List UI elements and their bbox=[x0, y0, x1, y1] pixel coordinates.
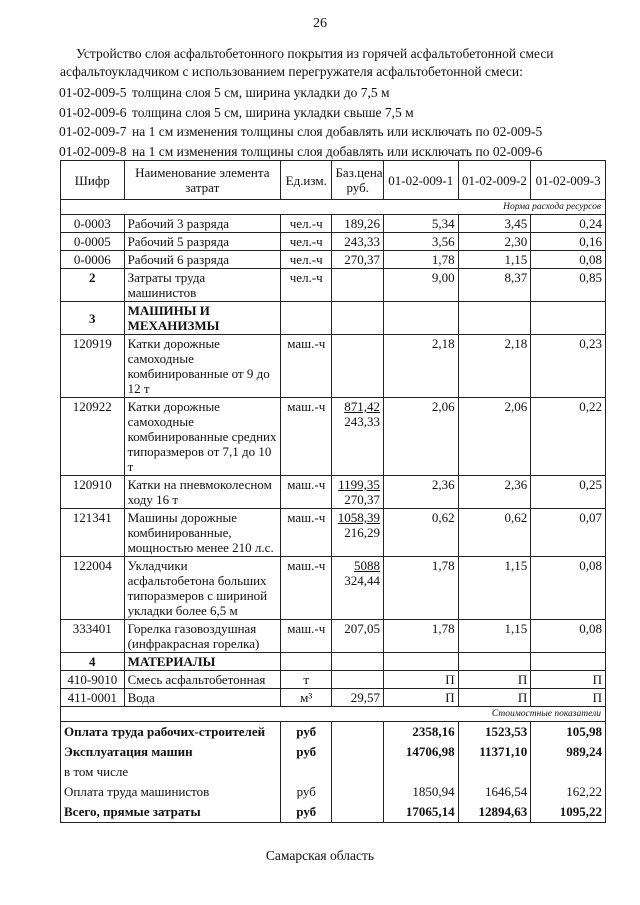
cost-row bbox=[61, 782, 606, 802]
row-price: 189,26 bbox=[332, 215, 383, 233]
code-id: 01-02-009-5 bbox=[59, 85, 127, 100]
row-name: Катки дорожные самоходные комбинированные средних типоразмеров от 7,1 до 10 т bbox=[124, 398, 280, 476]
cost-unit: руб bbox=[281, 802, 332, 823]
row-value-3: 0,08 bbox=[531, 620, 606, 653]
row-value-3: П bbox=[531, 689, 606, 707]
row-price: 207,05 bbox=[332, 620, 383, 653]
header-col-3: 01-02-009-3 bbox=[531, 161, 606, 200]
row-price bbox=[332, 335, 383, 398]
header-col-2: 01-02-009-2 bbox=[458, 161, 531, 200]
row-code: 410-9010 bbox=[61, 671, 125, 689]
row-value-2: 3,45 bbox=[458, 215, 531, 233]
table-row bbox=[61, 509, 606, 557]
row-value-3: 0,25 bbox=[531, 476, 606, 509]
row-value-1: П bbox=[383, 689, 458, 707]
table-row bbox=[61, 233, 606, 251]
empty-cell bbox=[332, 653, 383, 671]
code-text: на 1 см изменения толщины слоя добавлять или исключать по 02-009-5 bbox=[132, 124, 543, 139]
row-value-1: 1,78 bbox=[383, 620, 458, 653]
section-number: 4 bbox=[61, 653, 125, 671]
code-item bbox=[59, 83, 619, 103]
norm-caption-row bbox=[61, 200, 606, 215]
cost-value-2: 12894,63 bbox=[458, 802, 531, 823]
row-name: Смесь асфальтобетонная bbox=[124, 671, 280, 689]
row-value-2: 8,37 bbox=[458, 269, 531, 302]
row-code: 120910 bbox=[61, 476, 125, 509]
row-value-2: 0,62 bbox=[458, 509, 531, 557]
row-unit: маш.-ч bbox=[281, 557, 332, 620]
row-code: 120922 bbox=[61, 398, 125, 476]
section-name: Затраты труда машинистов bbox=[124, 269, 280, 302]
section-number: 2 bbox=[61, 269, 125, 302]
row-price: 29,57 bbox=[332, 689, 383, 707]
cost-value-1: 17065,14 bbox=[383, 802, 458, 823]
cost-row bbox=[61, 802, 606, 823]
row-value-1: 3,56 bbox=[383, 233, 458, 251]
row-unit: чел.-ч bbox=[281, 215, 332, 233]
row-value-1: П bbox=[383, 671, 458, 689]
section-name: МАШИНЫ И МЕХАНИЗМЫ bbox=[124, 302, 280, 335]
price-underlined: 1199,35 bbox=[338, 477, 380, 492]
row-name: Рабочий 3 разряда bbox=[124, 215, 280, 233]
row-value-3: 0,16 bbox=[531, 233, 606, 251]
code-item bbox=[59, 142, 619, 162]
row-value-2: П bbox=[458, 671, 531, 689]
row-name: Рабочий 6 разряда bbox=[124, 251, 280, 269]
row-name: Укладчики асфальтобетона больших типоразмеров с шириной укладки более 6,5 м bbox=[124, 557, 280, 620]
empty-cell bbox=[281, 653, 332, 671]
row-value-1: 2,06 bbox=[383, 398, 458, 476]
row-name: Рабочий 5 разряда bbox=[124, 233, 280, 251]
row-price bbox=[332, 476, 383, 509]
table-row bbox=[61, 620, 606, 653]
row-value-3: 0,85 bbox=[531, 269, 606, 302]
empty-cell bbox=[332, 742, 383, 762]
header-name: Наименование элемента затрат bbox=[124, 161, 280, 200]
section-name: МАТЕРИАЛЫ bbox=[124, 653, 280, 671]
row-value-3: 0,08 bbox=[531, 557, 606, 620]
empty-cell bbox=[332, 722, 383, 743]
cost-value-2: 11371,10 bbox=[458, 742, 531, 762]
row-price bbox=[332, 509, 383, 557]
price-value: 243,33 bbox=[344, 414, 380, 429]
row-unit: чел.-ч bbox=[281, 269, 332, 302]
price-value: 270,37 bbox=[344, 492, 380, 507]
row-code: 333401 bbox=[61, 620, 125, 653]
row-value-1: 1,78 bbox=[383, 251, 458, 269]
row-value-1: 9,00 bbox=[383, 269, 458, 302]
row-value-2: 2,06 bbox=[458, 398, 531, 476]
code-text: толщина слоя 5 см, ширина укладки свыше 7,5 м bbox=[132, 104, 414, 120]
heading-line-2: асфальтоукладчиком с использованием перегружателя асфальтобетонной смеси: bbox=[60, 64, 523, 79]
row-unit: маш.-ч bbox=[281, 476, 332, 509]
header-code: Шифр bbox=[61, 161, 125, 200]
row-value-3: 0,08 bbox=[531, 251, 606, 269]
row-unit: т bbox=[281, 671, 332, 689]
table-row bbox=[61, 557, 606, 620]
footer-region: Самарская область bbox=[265, 848, 375, 863]
row-unit: маш.-ч bbox=[281, 398, 332, 476]
row-name: Горелка газовоздушная (инфракрасная горелка) bbox=[124, 620, 280, 653]
row-value-1: 2,18 bbox=[383, 335, 458, 398]
cost-value-1 bbox=[383, 762, 458, 782]
empty-cell bbox=[383, 302, 458, 335]
row-unit: чел.-ч bbox=[281, 251, 332, 269]
cost-value-3: 105,98 bbox=[531, 722, 606, 743]
row-price bbox=[332, 398, 383, 476]
row-name: Вода bbox=[124, 689, 280, 707]
empty-cell bbox=[332, 802, 383, 823]
cost-caption: Стоимостные показатели bbox=[61, 707, 606, 722]
resource-table bbox=[60, 160, 606, 823]
row-code: 411-0001 bbox=[61, 689, 125, 707]
code-list bbox=[59, 83, 619, 161]
row-price bbox=[332, 671, 383, 689]
row-unit: маш.-ч bbox=[281, 509, 332, 557]
row-unit: маш.-ч bbox=[281, 620, 332, 653]
table-row bbox=[61, 398, 606, 476]
row-code: 0-0003 bbox=[61, 215, 125, 233]
empty-cell bbox=[531, 653, 606, 671]
section-row bbox=[61, 302, 606, 335]
empty-cell bbox=[281, 302, 332, 335]
cost-value-2 bbox=[458, 762, 531, 782]
section-row bbox=[61, 653, 606, 671]
section-row bbox=[61, 269, 606, 302]
cost-row bbox=[61, 722, 606, 743]
table-row bbox=[61, 335, 606, 398]
row-price bbox=[332, 557, 383, 620]
row-value-1: 1,78 bbox=[383, 557, 458, 620]
table-row bbox=[61, 476, 606, 509]
row-code: 122004 bbox=[61, 557, 125, 620]
cost-unit bbox=[281, 762, 332, 782]
table-row bbox=[61, 689, 606, 707]
row-value-2: 1,15 bbox=[458, 557, 531, 620]
row-value-2: П bbox=[458, 689, 531, 707]
cost-name: Всего, прямые затраты bbox=[61, 802, 281, 823]
row-code: 120919 bbox=[61, 335, 125, 398]
code-id: 01-02-009-6 bbox=[59, 104, 127, 120]
row-value-1: 2,36 bbox=[383, 476, 458, 509]
header-unit: Ед.изм. bbox=[281, 161, 332, 200]
code-id: 01-02-009-7 bbox=[59, 124, 127, 139]
row-code: 121341 bbox=[61, 509, 125, 557]
row-code: 0-0005 bbox=[61, 233, 125, 251]
row-value-2: 1,15 bbox=[458, 620, 531, 653]
cost-caption-row bbox=[61, 707, 606, 722]
price-underlined: 871,42 bbox=[344, 399, 380, 414]
code-id: 01-02-009-8 bbox=[59, 143, 127, 159]
code-text: на 1 см изменения толщины слоя добавлять или исключать по 02-009-6 bbox=[132, 143, 543, 159]
cost-value-1: 2358,16 bbox=[383, 722, 458, 743]
row-value-2: 2,36 bbox=[458, 476, 531, 509]
empty-cell bbox=[531, 302, 606, 335]
cost-name: Оплата труда машинистов bbox=[61, 782, 281, 802]
price-value: 324,44 bbox=[344, 573, 380, 588]
price-underlined: 5088 bbox=[353, 558, 380, 573]
cost-name: Эксплуатация машин bbox=[61, 742, 281, 762]
header-price: Баз.цена руб. bbox=[332, 161, 383, 200]
row-value-3: 0,22 bbox=[531, 398, 606, 476]
heading-line-1: Устройство слоя асфальтобетонного покрытия из горячей асфальтобетонной смеси bbox=[76, 46, 554, 61]
row-value-1: 5,34 bbox=[383, 215, 458, 233]
table-header-row bbox=[61, 161, 606, 200]
row-value-3: 0,07 bbox=[531, 509, 606, 557]
row-price bbox=[332, 269, 383, 302]
row-unit: маш.-ч bbox=[281, 335, 332, 398]
cost-name: Оплата труда рабочих-строителей bbox=[61, 722, 281, 743]
cost-unit: руб bbox=[281, 782, 332, 802]
row-name: Катки дорожные самоходные комбинированные от 9 до 12 т bbox=[124, 335, 280, 398]
code-item bbox=[59, 103, 619, 123]
empty-cell bbox=[332, 782, 383, 802]
price-underlined: 1058,39 bbox=[337, 510, 380, 525]
cost-row bbox=[61, 762, 606, 782]
cost-row bbox=[61, 742, 606, 762]
cost-value-2: 1523,53 bbox=[458, 722, 531, 743]
cost-value-2: 1646,54 bbox=[458, 782, 531, 802]
code-text: толщина слоя 5 см, ширина укладки до 7,5 м bbox=[132, 85, 390, 100]
row-value-3: 0,23 bbox=[531, 335, 606, 398]
section-heading bbox=[60, 45, 620, 81]
row-value-2: 2,18 bbox=[458, 335, 531, 398]
row-name: Катки на пневмоколесном ходу 16 т bbox=[124, 476, 280, 509]
table-row bbox=[61, 671, 606, 689]
empty-cell bbox=[458, 302, 531, 335]
empty-cell bbox=[332, 762, 383, 782]
price-value: 216,29 bbox=[344, 525, 380, 540]
row-unit: чел.-ч bbox=[281, 233, 332, 251]
row-unit: м³ bbox=[281, 689, 332, 707]
row-code: 0-0006 bbox=[61, 251, 125, 269]
page-number: 26 bbox=[313, 16, 327, 31]
norm-caption: Норма расхода ресурсов bbox=[61, 200, 606, 215]
row-value-3: 0,24 bbox=[531, 215, 606, 233]
cost-name: в том числе bbox=[61, 762, 281, 782]
table-row bbox=[61, 215, 606, 233]
code-item bbox=[59, 122, 619, 142]
cost-value-3: 162,22 bbox=[531, 782, 606, 802]
row-value-3: П bbox=[531, 671, 606, 689]
row-value-1: 0,62 bbox=[383, 509, 458, 557]
empty-cell bbox=[332, 302, 383, 335]
row-price: 243,33 bbox=[332, 233, 383, 251]
row-price: 270,37 bbox=[332, 251, 383, 269]
cost-value-1: 1850,94 bbox=[383, 782, 458, 802]
cost-unit: руб bbox=[281, 722, 332, 743]
cost-value-3: 1095,22 bbox=[531, 802, 606, 823]
row-value-2: 1,15 bbox=[458, 251, 531, 269]
header-col-1: 01-02-009-1 bbox=[383, 161, 458, 200]
table-row bbox=[61, 251, 606, 269]
row-name: Машины дорожные комбинированные, мощностью менее 210 л.с. bbox=[124, 509, 280, 557]
cost-value-3 bbox=[531, 762, 606, 782]
cost-value-3: 989,24 bbox=[531, 742, 606, 762]
cost-unit: руб bbox=[281, 742, 332, 762]
empty-cell bbox=[383, 653, 458, 671]
row-value-2: 2,30 bbox=[458, 233, 531, 251]
empty-cell bbox=[458, 653, 531, 671]
section-number: 3 bbox=[61, 302, 125, 335]
cost-value-1: 14706,98 bbox=[383, 742, 458, 762]
